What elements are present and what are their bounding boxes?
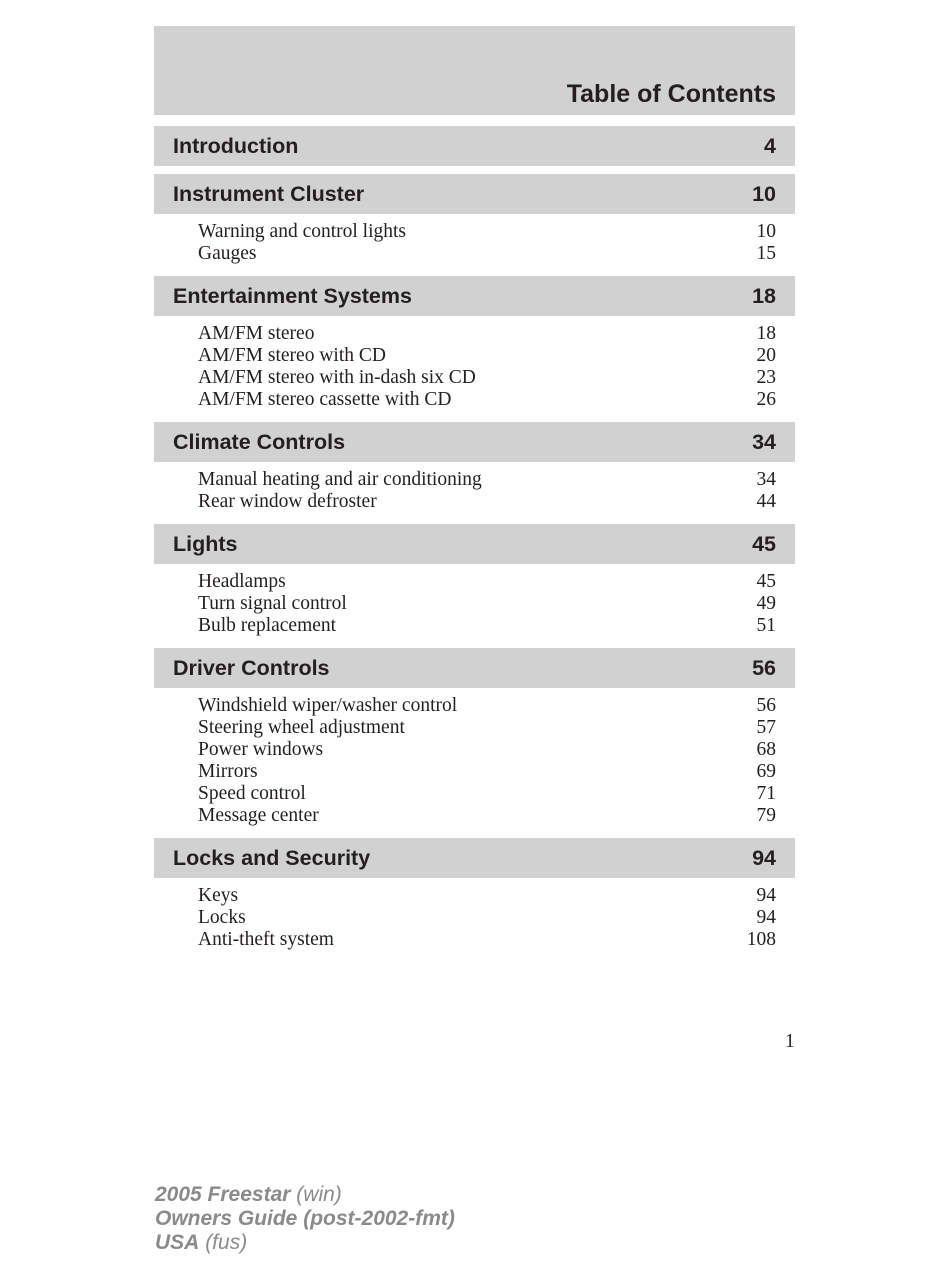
toc-entry[interactable] (198, 221, 776, 243)
toc-entry[interactable] (198, 783, 776, 805)
entry-page: 10 (756, 221, 776, 242)
toc-entry[interactable] (198, 243, 776, 265)
entry-label: Manual heating and air conditioning (198, 469, 482, 490)
page-title: Table of Contents (566, 80, 776, 108)
sub-entry-list (154, 214, 795, 265)
toc-section (154, 648, 795, 827)
entry-label: Power windows (198, 739, 324, 760)
entry-page: 45 (756, 571, 776, 592)
toc-list (154, 126, 795, 951)
toc-entry[interactable] (198, 695, 776, 717)
toc-section (154, 276, 795, 411)
entry-page: 108 (746, 929, 776, 950)
entry-label: Locks (198, 907, 246, 928)
toc-section (154, 422, 795, 513)
entry-label: Mirrors (198, 761, 258, 782)
entry-label: Keys (198, 885, 239, 906)
entry-label: Windshield wiper/washer control (198, 695, 458, 716)
toc-page (154, 26, 795, 951)
toc-section (154, 174, 795, 265)
page-number: 1 (785, 1031, 795, 1052)
toc-section (154, 838, 795, 951)
toc-entry[interactable] (198, 929, 776, 951)
section-page: 94 (752, 845, 776, 870)
section-header[interactable] (154, 126, 795, 166)
footer-line-3 (155, 1231, 455, 1255)
entry-label: AM/FM stereo with CD (198, 345, 386, 366)
footer-model: 2005 Freestar (155, 1183, 291, 1206)
sub-entry-list (154, 564, 795, 637)
sub-entry-list (154, 316, 795, 411)
entry-page: 18 (756, 323, 776, 344)
section-title: Entertainment Systems (173, 283, 412, 308)
section-title: Lights (173, 531, 238, 556)
entry-page: 20 (756, 345, 776, 366)
section-header[interactable] (154, 838, 795, 878)
section-title: Instrument Cluster (173, 181, 365, 206)
footer-model-code: (win) (296, 1183, 342, 1206)
entry-label: Headlamps (198, 571, 286, 592)
entry-page: 71 (756, 783, 776, 804)
entry-label: Gauges (198, 243, 257, 264)
toc-entry[interactable] (198, 389, 776, 411)
toc-entry[interactable] (198, 571, 776, 593)
toc-entry[interactable] (198, 717, 776, 739)
entry-page: 68 (756, 739, 776, 760)
entry-page: 51 (756, 615, 776, 636)
toc-entry[interactable] (198, 345, 776, 367)
section-title: Introduction (173, 133, 299, 158)
entry-label: Turn signal control (198, 593, 347, 614)
toc-entry[interactable] (198, 805, 776, 827)
entry-label: AM/FM stereo cassette with CD (198, 389, 452, 410)
entry-page: 34 (756, 469, 776, 490)
toc-entry[interactable] (198, 367, 776, 389)
footer-line-2 (155, 1207, 455, 1231)
toc-entry[interactable] (198, 885, 776, 907)
footer-market: USA (155, 1231, 200, 1254)
toc-entry[interactable] (198, 323, 776, 345)
entry-label: Rear window defroster (198, 491, 377, 512)
section-page: 34 (752, 429, 776, 454)
section-page: 56 (752, 655, 776, 680)
toc-entry[interactable] (198, 907, 776, 929)
entry-label: AM/FM stereo (198, 323, 315, 344)
toc-entry[interactable] (198, 491, 776, 513)
section-page: 10 (752, 181, 776, 206)
sub-entry-list (154, 462, 795, 513)
entry-page: 56 (756, 695, 776, 716)
entry-page: 79 (756, 805, 776, 826)
entry-label: Bulb replacement (198, 615, 337, 636)
toc-entry[interactable] (198, 615, 776, 637)
entry-label: Warning and control lights (198, 221, 407, 242)
toc-entry[interactable] (198, 593, 776, 615)
toc-section (154, 524, 795, 637)
sub-entry-list (154, 878, 795, 951)
section-title: Driver Controls (173, 655, 330, 680)
title-band (154, 26, 795, 115)
section-header[interactable] (154, 422, 795, 462)
toc-section (154, 126, 795, 166)
entry-page: 44 (756, 491, 776, 512)
entry-page: 23 (756, 367, 776, 388)
entry-label: Speed control (198, 783, 306, 804)
section-header[interactable] (154, 276, 795, 316)
entry-page: 26 (756, 389, 776, 410)
section-header[interactable] (154, 524, 795, 564)
entry-label: Steering wheel adjustment (198, 717, 405, 738)
section-page: 4 (764, 133, 776, 158)
section-title: Locks and Security (173, 845, 371, 870)
footer (155, 1183, 455, 1255)
section-page: 18 (752, 283, 776, 308)
section-page: 45 (752, 531, 776, 556)
toc-entry[interactable] (198, 761, 776, 783)
section-header[interactable] (154, 648, 795, 688)
footer-market-code: (fus) (205, 1231, 248, 1254)
entry-page: 69 (756, 761, 776, 782)
section-title: Climate Controls (173, 429, 346, 454)
sub-entry-list (154, 688, 795, 827)
entry-label: Anti-theft system (198, 929, 334, 950)
entry-page: 49 (756, 593, 776, 614)
entry-page: 57 (756, 717, 776, 738)
footer-line-1 (155, 1183, 455, 1207)
footer-guide: Owners Guide (post-2002-fmt) (155, 1207, 455, 1230)
entry-page: 94 (756, 885, 776, 906)
entry-label: Message center (198, 805, 319, 826)
toc-entry[interactable] (198, 739, 776, 761)
entry-page: 15 (756, 243, 776, 264)
toc-entry[interactable] (198, 469, 776, 491)
section-header[interactable] (154, 174, 795, 214)
entry-label: AM/FM stereo with in-dash six CD (198, 367, 476, 388)
entry-page: 94 (756, 907, 776, 928)
